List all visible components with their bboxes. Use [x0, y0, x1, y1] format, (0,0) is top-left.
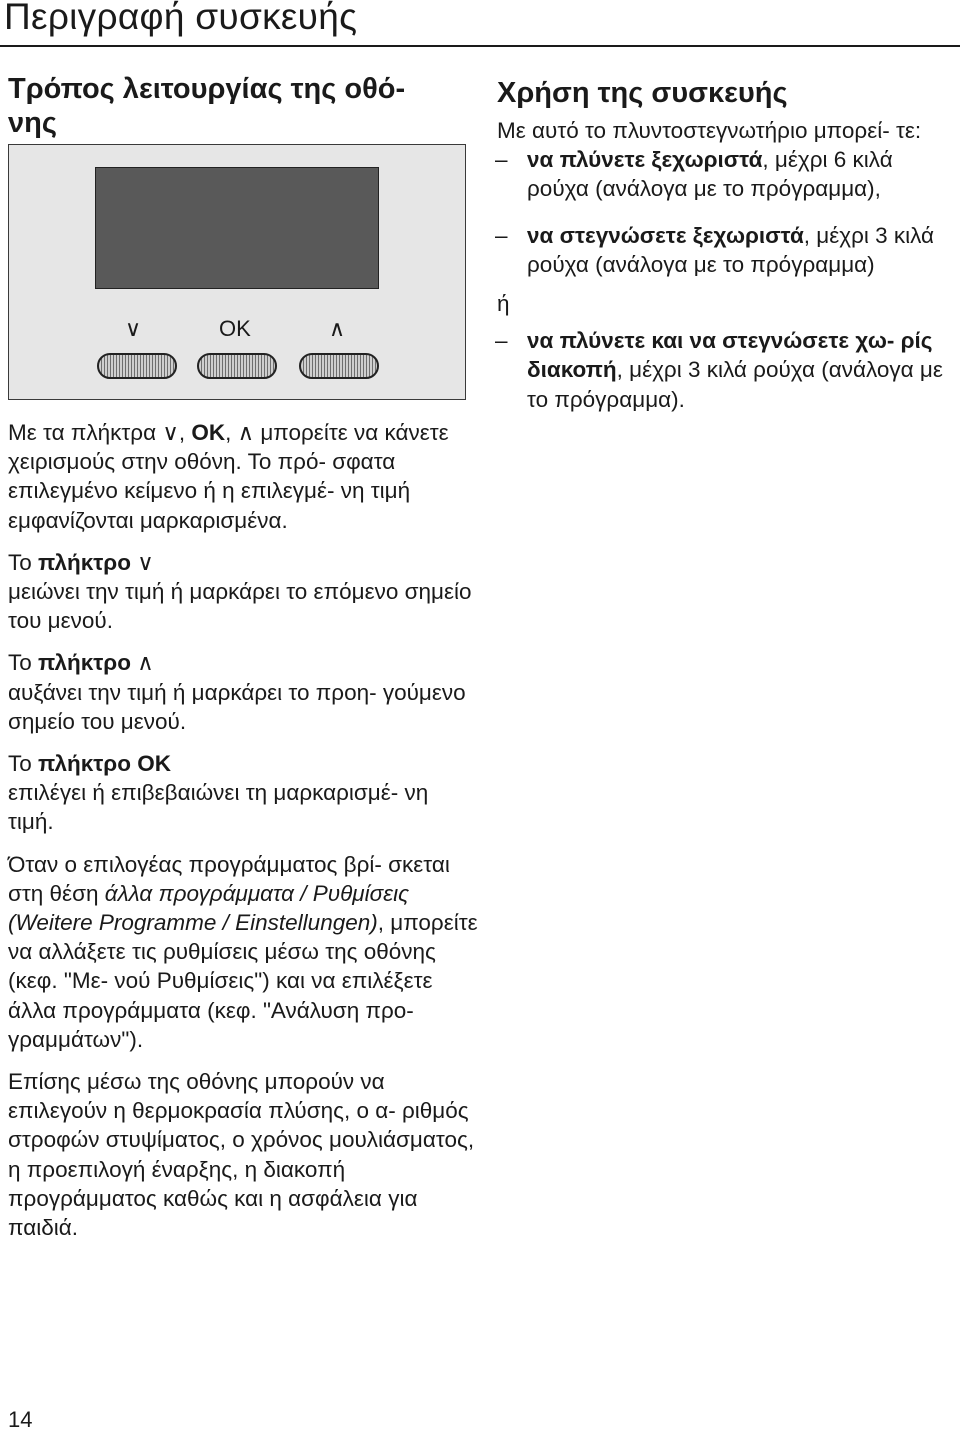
ok-key-paragraph: Το πλήκτρο OK επιλέγει ή επιβεβαιώνει τη μαρκαρισμέ- νη τιμή.: [8, 751, 429, 835]
list-item: – να πλύνετε και να στεγνώσετε χω- ρίς διακοπή, μέχρι 3 κιλά ρούχα (ανάλογα με το πρόγραμμα).: [495, 328, 943, 412]
up-arrow-icon: ∧: [329, 316, 346, 341]
left-body-text: [8, 418, 478, 1255]
usage-intro: Με αυτό το πλυντοστεγνωτήριο μπορεί- τε:: [497, 118, 922, 143]
down-arrow-icon: ∨: [125, 316, 142, 341]
list-item: – να στεγνώσετε ξεχωριστά, μέχρι 3 κιλά ρούχα (ανάλογα με το πρόγραμμα): [495, 222, 935, 277]
down-arrow-icon: ∨: [162, 420, 179, 445]
keys-overview-paragraph: Με τα πλήκτρα ∨, OK, ∧ μπορείτε να κάνετε χειρισμούς στην οθόνη. Το πρό- σφατα επιλεγμένο κείμενο ή η επιλεγμέ- νη τιμή εμφανίζονται μαρκαρισμένα.: [8, 420, 449, 533]
up-key-paragraph: Το πλήκτρο ∧ αυξάνει την τιμή ή μαρκάρει το προη- γούμενο σημείο του μενού.: [8, 650, 466, 734]
up-arrow-icon: ∧: [137, 650, 154, 676]
down-arrow-icon: ∨: [137, 549, 154, 575]
or-separator: ή: [497, 291, 510, 317]
page-number: 14: [8, 1407, 33, 1432]
display-panel-illustration: [8, 144, 466, 400]
usage-section-heading: Χρήση της συσκευής: [497, 77, 788, 109]
program-selector-paragraph: Όταν ο επιλογέας προγράμματος βρί- σκεται στη θέση άλλα προγράμματα / Ρυθμίσεις (Weitere Programme / Einstellungen), μπορείτε να αλλάξετε τις ρυθμίσεις μέσω της οθόνης (κεφ. "Με- νού Ρυθμίσεις") και να επιλέξετε άλλα προγράμματα (κεφ. "Ανάλυση προ- γραμμάτων").: [8, 851, 478, 1052]
dash-bullet: –: [495, 147, 508, 173]
title-rule: [0, 45, 960, 47]
ok-key-button: [197, 353, 277, 379]
page-title: Περιγραφή συσκευής: [4, 0, 358, 37]
up-arrow-icon: ∧: [237, 420, 255, 445]
up-key-button: [299, 353, 379, 379]
display-section-heading: Τρόπος λειτουργίας της οθό- νης: [8, 73, 406, 139]
dash-bullet: –: [495, 328, 508, 354]
right-body-text: [497, 116, 947, 431]
down-key-button: [97, 353, 177, 379]
display-options-paragraph: Επίσης μέσω της οθόνης μπορούν να επιλεγούν η θερμοκρασία πλύσης, ο α- ριθμός στροφών στυψίματος, ο χρόνος μουλιάσματος, η προεπιλογή έναρξης, η διακοπή προγράμματος καθώς και η ασφάλεια για παιδιά.: [8, 1069, 475, 1241]
dash-bullet: –: [495, 222, 508, 248]
ok-key-label: OK: [219, 316, 251, 341]
down-key-paragraph: Το πλήκτρο ∨ μειώνει την τιμή ή μαρκάρει το επόμενο σημείο του μενού.: [8, 549, 472, 634]
list-item: – να πλύνετε ξεχωριστά, μέχρι 6 κιλά ρούχα (ανάλογα με το πρόγραμμα),: [495, 147, 893, 202]
display-screen: [95, 167, 379, 289]
